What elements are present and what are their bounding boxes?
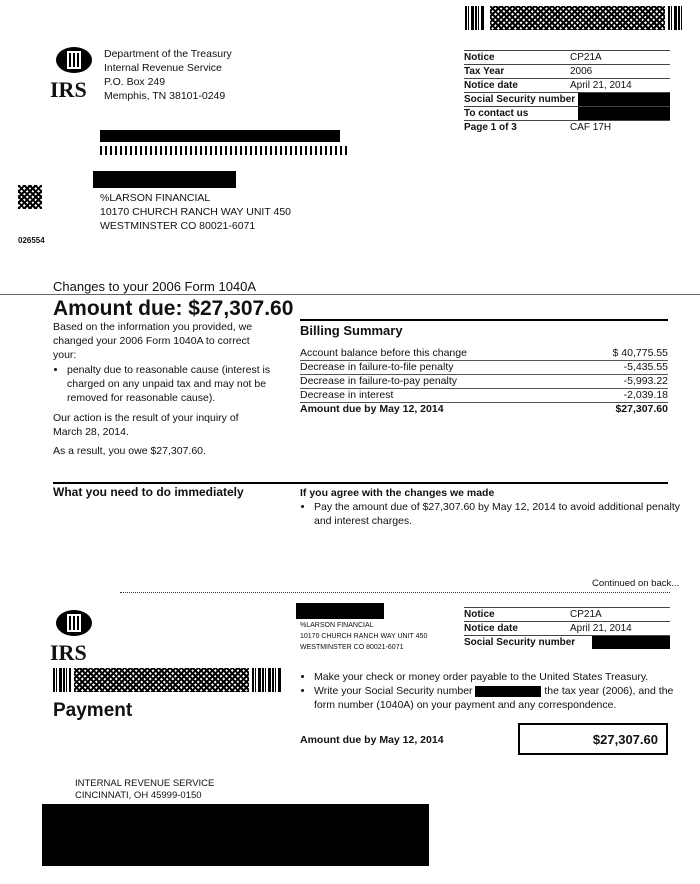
amount-due-title: Amount due: $27,307.60	[53, 297, 294, 320]
instruction-post: the tax year (2006), and the form number (1040A) on your payment and any correspondence.	[314, 685, 674, 711]
payment-2d-code	[74, 668, 249, 692]
ssn-label: Social Security number	[464, 94, 576, 105]
penalty-list	[53, 363, 277, 405]
2d-barcode	[18, 185, 42, 209]
page-label: Page 1 of 3	[464, 122, 517, 133]
payment-instruction	[314, 684, 684, 712]
payment-address-line: 10170 CHURCH RANCH WAY UNIT 450	[300, 633, 428, 640]
instruction-pre: Write your Social Security number	[314, 685, 473, 697]
redacted-bottom-block	[42, 804, 429, 866]
payment-ssn-redaction	[592, 636, 670, 649]
billing-summary	[300, 319, 668, 416]
action-text: Our action is the result of your inquiry of March 28, 2014.	[53, 412, 239, 438]
intro-text: Based on the information you provided, we changed your 2006 Form 1040A to correct your:	[53, 321, 253, 361]
irs-logo-text: IRS	[50, 640, 87, 665]
irs-logo-text: IRS	[50, 77, 87, 102]
billing-value: $ 40,775.55	[612, 347, 668, 359]
agency-line: Memphis, TN 38101-0249	[104, 90, 226, 102]
agree-item: • Pay the amount due of $27,307.60 by May 12, 2014 to avoid additional penalty and interest charges.	[314, 500, 682, 528]
agency-line: Internal Revenue Service	[104, 62, 222, 74]
address-line: %LARSON FINANCIAL	[100, 192, 211, 204]
ssn-redaction	[475, 686, 541, 697]
todo-rule	[53, 482, 668, 484]
billing-label: Decrease in interest	[300, 389, 394, 401]
address-code: 026554	[18, 236, 45, 245]
eagle-icon	[50, 45, 98, 75]
billing-row	[300, 389, 668, 403]
redacted-payment-name	[296, 603, 384, 619]
top-2d-code	[490, 6, 665, 30]
address-line: WESTMINSTER CO 80021-6071	[100, 220, 256, 232]
billing-title: Billing Summary	[300, 323, 403, 338]
payment-address-line: %LARSON FINANCIAL	[300, 622, 374, 629]
notice-date-row	[464, 79, 670, 93]
billing-value: -5,993.22	[623, 375, 668, 387]
payment-notice-row	[464, 608, 670, 622]
tax-year-label: Tax Year	[464, 66, 505, 77]
notice-date-label: Notice date	[464, 80, 518, 91]
billing-label: Account balance before this change	[300, 347, 467, 359]
billing-value: -2,039.18	[623, 389, 668, 401]
postal-barcode	[100, 146, 348, 155]
contact-label: To contact us	[464, 108, 529, 119]
payment-ssn-row	[464, 636, 670, 649]
divider-line	[0, 294, 700, 295]
irs-mailing-address	[75, 778, 214, 802]
notice-value: CP21A	[570, 52, 602, 63]
continued-text: Continued on back...	[592, 578, 680, 589]
tax-year-value: 2006	[570, 66, 593, 77]
billing-total-label: Amount due by May 12, 2014	[300, 403, 444, 415]
payment-amount-label: Amount due by May 12, 2014	[300, 734, 444, 746]
page-row	[464, 121, 670, 134]
notice-box	[464, 50, 670, 134]
billing-row	[300, 375, 668, 389]
tax-year-row	[464, 65, 670, 79]
billing-row	[300, 347, 668, 361]
agency-line: P.O. Box 249	[104, 76, 166, 88]
irs-address-line: INTERNAL REVENUE SERVICE	[75, 778, 215, 789]
penalty-item: • penalty due to reasonable cause (interest is charged on any unpaid tax and may not be removed for reasonable cause).	[67, 363, 277, 405]
payment-barcode-end	[252, 668, 282, 692]
billing-total-value: $27,307.60	[615, 403, 668, 415]
notice-row	[464, 51, 670, 65]
owe-text: As a result, you owe $27,307.60.	[53, 445, 206, 457]
payment-notice-date-label: Notice date	[464, 623, 518, 634]
payment-notice-value: CP21A	[570, 609, 602, 620]
top-barcode-end	[668, 6, 684, 30]
payment-barcode	[53, 668, 71, 692]
agree-list	[300, 500, 682, 528]
contact-row	[464, 107, 670, 121]
irs-logo	[50, 45, 98, 102]
irs-address-line: CINCINNATI, OH 45999-0150	[75, 790, 202, 801]
billing-total-row	[300, 403, 668, 416]
billing-row	[300, 361, 668, 375]
payment-address	[300, 620, 427, 653]
caf-value: CAF 17H	[570, 122, 612, 133]
billing-label: Decrease in failure-to-file penalty	[300, 361, 454, 373]
agency-address	[104, 47, 232, 103]
agree-heading: If you agree with the changes we made	[300, 487, 495, 499]
ssn-row	[464, 93, 670, 107]
tear-line	[120, 592, 670, 593]
notice-date-value: April 21, 2014	[570, 80, 632, 91]
payment-notice-date-value: April 21, 2014	[570, 623, 632, 634]
agency-line: Department of the Treasury	[104, 48, 232, 60]
form-subtitle: Changes to your 2006 Form 1040A	[53, 279, 257, 294]
payment-instruction: • Make your check or money order payable to the United States Treasury.	[314, 670, 684, 684]
payment-notice-date-row	[464, 622, 670, 636]
contact-redaction	[578, 107, 670, 120]
payment-notice-label: Notice	[464, 609, 495, 620]
billing-value: -5,435.55	[623, 361, 668, 373]
notice-label: Notice	[464, 52, 495, 63]
ssn-redaction	[578, 93, 670, 106]
payment-ssn-label: Social Security number	[464, 637, 576, 648]
payment-instructions	[300, 670, 684, 712]
payment-irs-logo	[50, 608, 98, 665]
payment-amount-value: $27,307.60	[592, 732, 658, 747]
payment-notice-box	[464, 607, 670, 649]
top-barcode	[465, 6, 485, 30]
redacted-name-bar	[100, 130, 340, 142]
billing-label: Decrease in failure-to-pay penalty	[300, 375, 457, 387]
todo-heading: What you need to do immediately	[53, 485, 244, 499]
redacted-recipient-name	[93, 171, 236, 188]
address-line: 10170 CHURCH RANCH WAY UNIT 450	[100, 206, 291, 218]
recipient-address	[100, 191, 291, 233]
payment-title: Payment	[53, 700, 133, 721]
payment-amount-box	[518, 723, 668, 755]
payment-address-line: WESTMINSTER CO 80021-6071	[300, 644, 404, 651]
eagle-icon	[50, 608, 98, 638]
